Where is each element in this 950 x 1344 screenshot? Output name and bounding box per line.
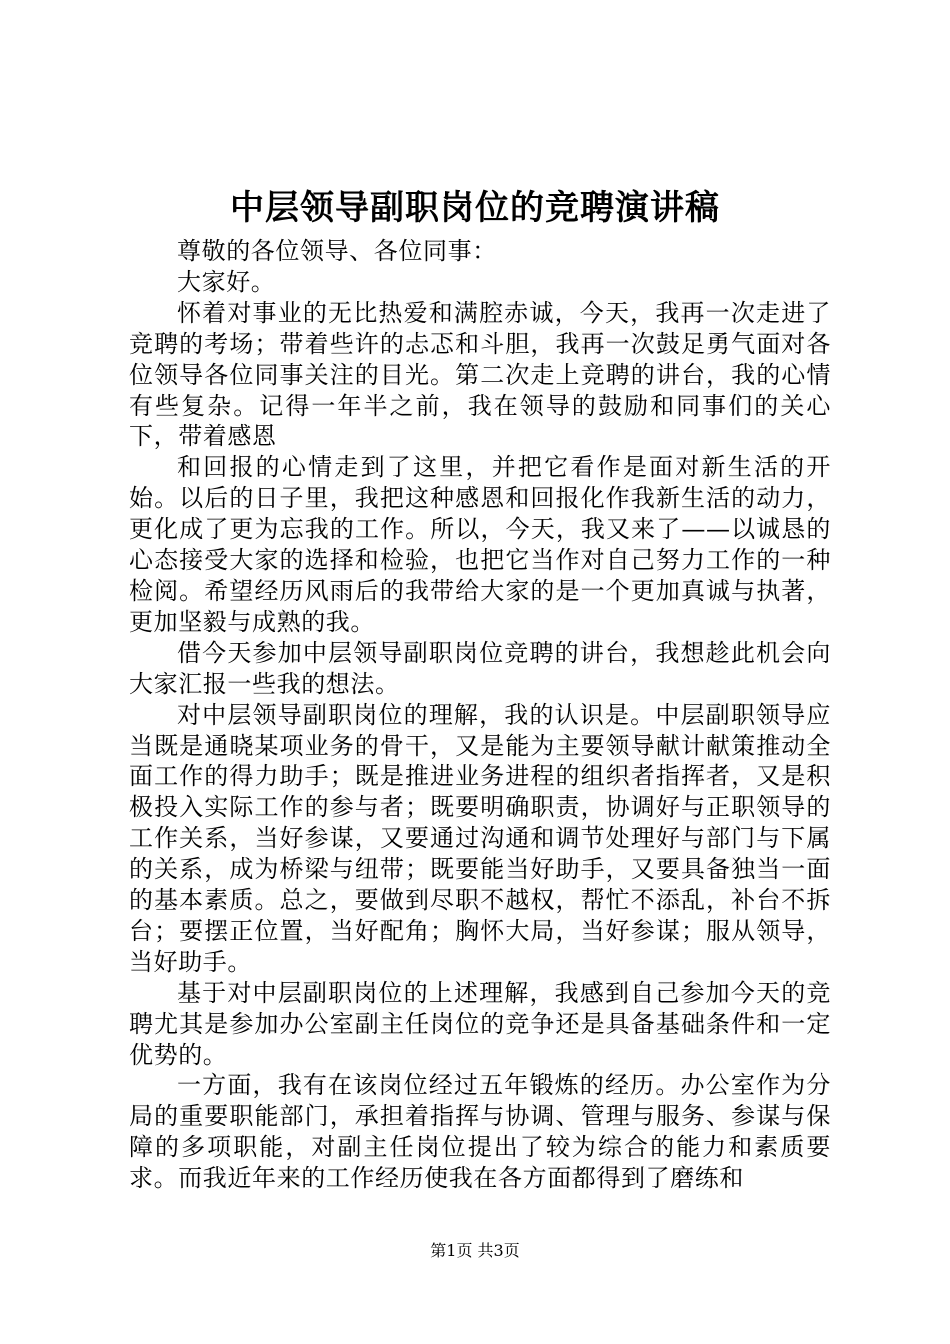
document-title: 中层领导副职岗位的竞聘演讲稿 xyxy=(230,188,720,228)
paragraph-body: 一方面，我有在该岗位经过五年锻炼的经历。办公室作为分局的重要职能部门，承担着指挥与协调、管理与服务、参谋与保障的多项职能，对副主任岗位提出了较为综合的能力和素质要求。而我近年来的工作经历使我在各方面都得到了磨练和 xyxy=(129,1071,831,1193)
document-body xyxy=(129,236,831,1194)
paragraph-salutation: 尊敬的各位领导、各位同事： xyxy=(177,237,497,265)
paragraph-body: 和回报的心情走到了这里，并把它看作是面对新生活的开始。以后的日子里，我把这种感恩和回报化作我新生活的动力，更化成了更为忘我的工作。所以，今天，我又来了——以诚恳的心态接受大家的选择和检验，也把它当作对自己努力工作的一种检阅。希望经历风雨后的我带给大家的是一个更加真诚与执著，更加坚毅与成熟的我。 xyxy=(129,453,831,636)
paragraph-body: 借今天参加中层领导副职岗位竞聘的讲台，我想趁此机会向大家汇报一些我的想法。 xyxy=(129,638,831,698)
paragraph-body: 怀着对事业的无比热爱和满腔赤诚，今天，我再一次走进了竞聘的考场；带着些许的忐忑和斗胆，我再一次鼓足勇气面对各位领导各位同事关注的目光。第二次走上竞聘的讲台，我的心情有些复杂。记得一年半之前，我在领导的鼓励和同事们的关心下，带着感恩 xyxy=(129,298,831,451)
paragraph-body: 基于对中层副职岗位的上述理解，我感到自己参加今天的竞聘尤其是参加办公室副主任岗位的竞争还是具备基础条件和一定优势的。 xyxy=(129,978,831,1069)
page-footer: 第1页 共3页 xyxy=(430,1241,520,1260)
paragraph-greeting: 大家好。 xyxy=(177,267,276,296)
paragraph-body: 对中层领导副职岗位的理解，我的认识是。中层副职领导应当既是通晓某项业务的骨干，又是能为主要领导献计献策推动全面工作的得力助手；既是推进业务进程的组织者指挥者，又是积极投入实际工作的参与者；既要明确职责，协调好与正职领导的工作关系，当好参谋，又要通过沟通和调节处理好与部门与下属的关系，成为桥梁与纽带；既要能当好助手，又要具备独当一面的基本素质。总之，要做到尽职不越权，帮忙不添乱，补台不拆台；要摆正位置，当好配角；胸怀大局，当好参谋；服从领导，当好助手。 xyxy=(129,700,831,976)
